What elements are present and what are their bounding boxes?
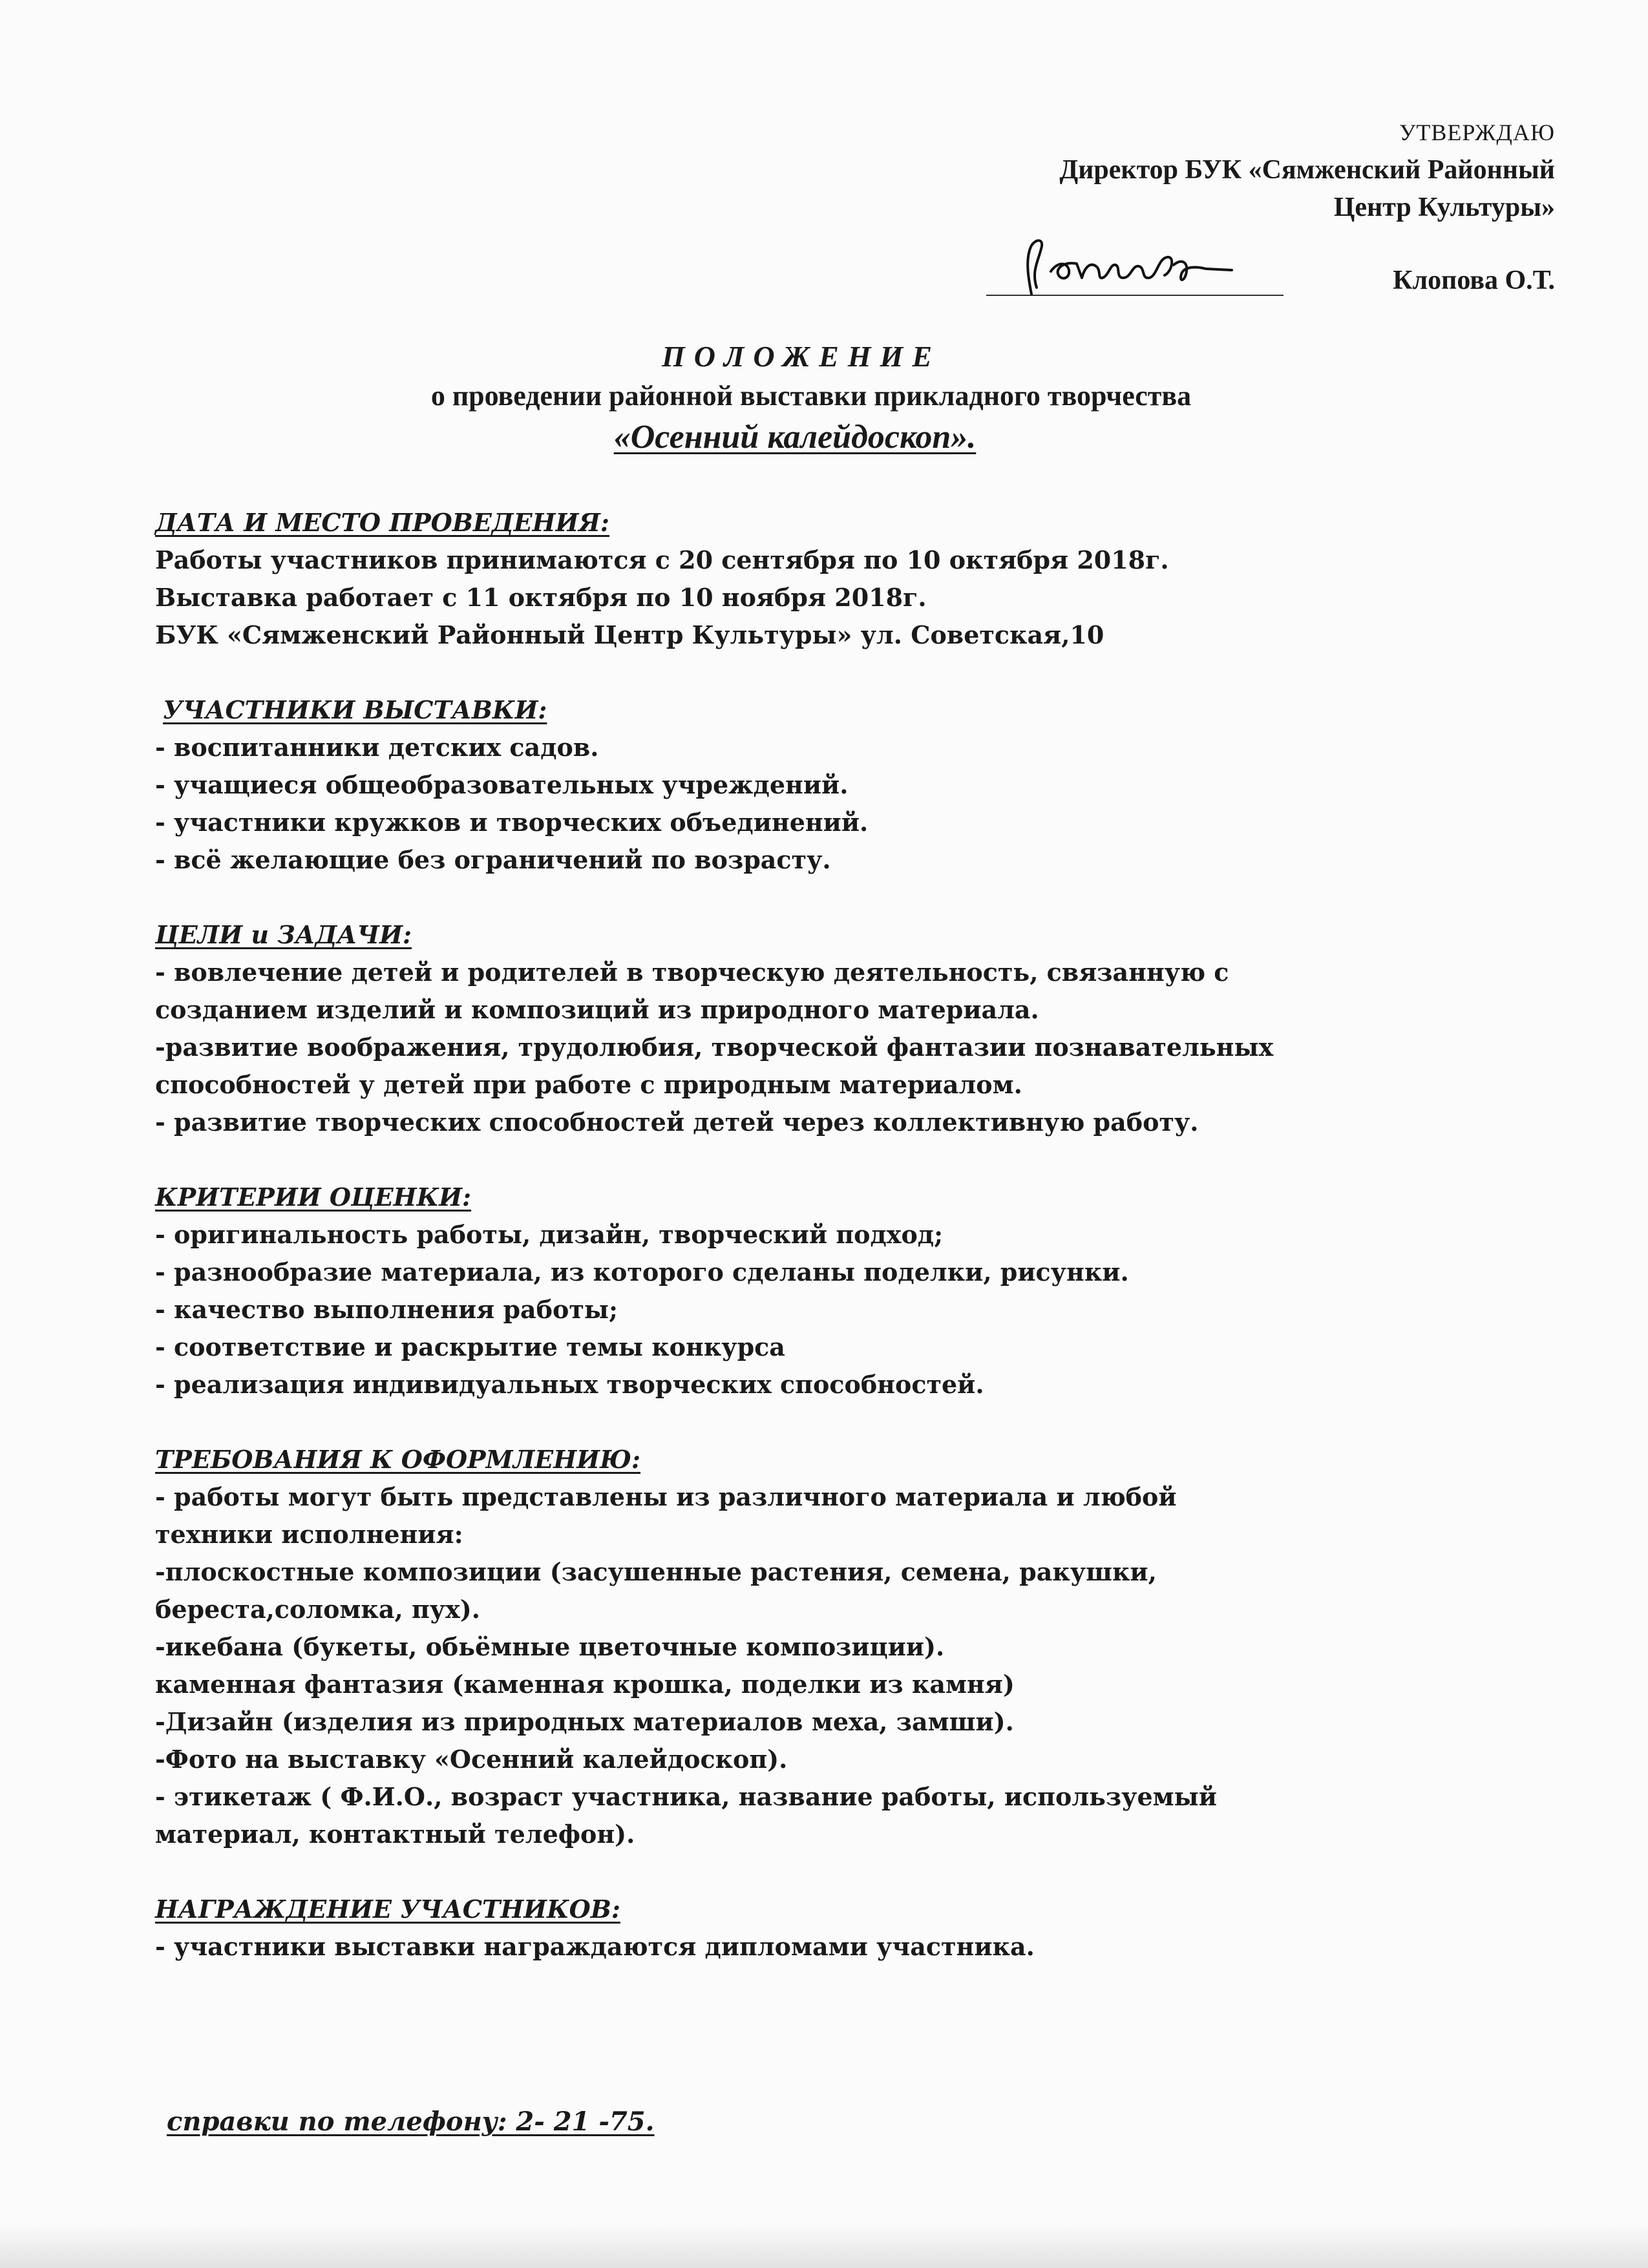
- handwritten-signature: [1012, 233, 1245, 304]
- section-line: - всё желающие без ограничений по возрасту.: [155, 845, 831, 874]
- section-line: -Фото на выставку «Осенний калейдоскоп).: [155, 1745, 788, 1774]
- section-dates-place: [155, 504, 1564, 654]
- section-line: береста,соломка, пух).: [155, 1595, 480, 1624]
- document-subtitle: о проведении районной выставки прикладного творчества: [430, 380, 1192, 412]
- approval-position-line1: Директор БУК «Сямженский Районный: [1059, 155, 1555, 185]
- section-line: - воспитанники детских садов.: [155, 733, 599, 762]
- section-line: - участники кружков и творческих объединений.: [155, 808, 869, 837]
- section-line: - работы могут быть представлены из различного материала и любой: [155, 1482, 1177, 1511]
- section-line: - оригинальность работы, дизайн, творческий подход;: [155, 1220, 944, 1249]
- section-line: созданием изделий и композиций из природного материала.: [155, 995, 1039, 1024]
- approval-block: [1059, 114, 1555, 226]
- section-line: - реализация индивидуальных творческих способностей.: [155, 1370, 984, 1399]
- section-participants: [155, 691, 1564, 879]
- section-line: - участники выставки награждаются дипломами участника.: [155, 1932, 1035, 1961]
- section-line: - развитие творческих способностей детей через коллективную работу.: [155, 1108, 1199, 1137]
- section-line: - соответствие и раскрытие темы конкурса: [155, 1332, 785, 1361]
- signer-name: Клопова О.Т.: [1393, 266, 1555, 295]
- title-block: [0, 337, 1648, 459]
- section-line: -икебана (букеты, обьёмные цветочные композиции).: [155, 1632, 945, 1661]
- section-heading: НАГРАЖДЕНИЕ УЧАСТНИКОВ:: [155, 1895, 620, 1924]
- exhibition-name: «Осенний калейдоскоп».: [613, 419, 977, 456]
- section-goals: [155, 916, 1564, 1141]
- section-line: Выставка работает с 11 октября по 10 ноября 2018г.: [155, 583, 927, 612]
- section-heading: ТРЕБОВАНИЯ К ОФОРМЛЕНИЮ:: [155, 1445, 641, 1474]
- section-line: -развитие воображения, трудолюбия, творческой фантазии познавательных: [155, 1033, 1274, 1062]
- section-line: -плоскостные композиции (засушенные растения, семена, ракушки,: [155, 1557, 1157, 1586]
- section-line: техники исполнения:: [155, 1520, 463, 1549]
- section-requirements: [155, 1441, 1564, 1853]
- section-heading: ДАТА И МЕСТО ПРОВЕДЕНИЯ:: [155, 508, 609, 537]
- section-awards: [155, 1891, 1564, 1966]
- section-line: - качество выполнения работы;: [155, 1295, 618, 1324]
- section-line: -Дизайн (изделия из природных материалов меха, замши).: [155, 1707, 1014, 1736]
- approval-position-line2: Центр Культуры»: [1333, 193, 1555, 222]
- document-body: [155, 504, 1564, 2003]
- section-line: каменная фантазия (каменная крошка, поделки из камня): [155, 1670, 1015, 1699]
- contact-phone-note: справки по телефону: 2- 21 -75.: [167, 2106, 655, 2137]
- section-line: материал, контактный телефон).: [155, 1820, 635, 1849]
- section-heading: УЧАСТНИКИ ВЫСТАВКИ:: [163, 695, 547, 724]
- section-line: - разнообразие материала, из которого сделаны поделки, рисунки.: [155, 1257, 1129, 1286]
- section-heading: ЦЕЛИ и ЗАДАЧИ:: [155, 920, 412, 949]
- approval-label: УТВЕРЖДАЮ: [1399, 120, 1555, 145]
- section-line: - этикетаж ( Ф.И.О., возраст участника, название работы, используемый: [155, 1782, 1217, 1811]
- section-line: Работы участников принимаются с 20 сентября по 10 октября 2018г.: [155, 545, 1169, 574]
- section-heading: КРИТЕРИИ ОЦЕНКИ:: [155, 1182, 472, 1212]
- document-title: ПОЛОЖЕНИЕ: [661, 340, 942, 373]
- section-line: способностей у детей при работе с природным материалом.: [155, 1070, 1022, 1099]
- page-edge-shadow: [0, 2223, 1648, 2268]
- signature-row: [986, 239, 1555, 310]
- section-line: БУК «Сямженский Районный Центр Культуры» ул. Советская,10: [155, 620, 1104, 649]
- section-criteria: [155, 1179, 1564, 1403]
- section-line: - учащиеся общеобразовательных учреждений.: [155, 770, 849, 799]
- section-line: - вовлечение детей и родителей в творческую деятельность, связанную с: [155, 958, 1229, 987]
